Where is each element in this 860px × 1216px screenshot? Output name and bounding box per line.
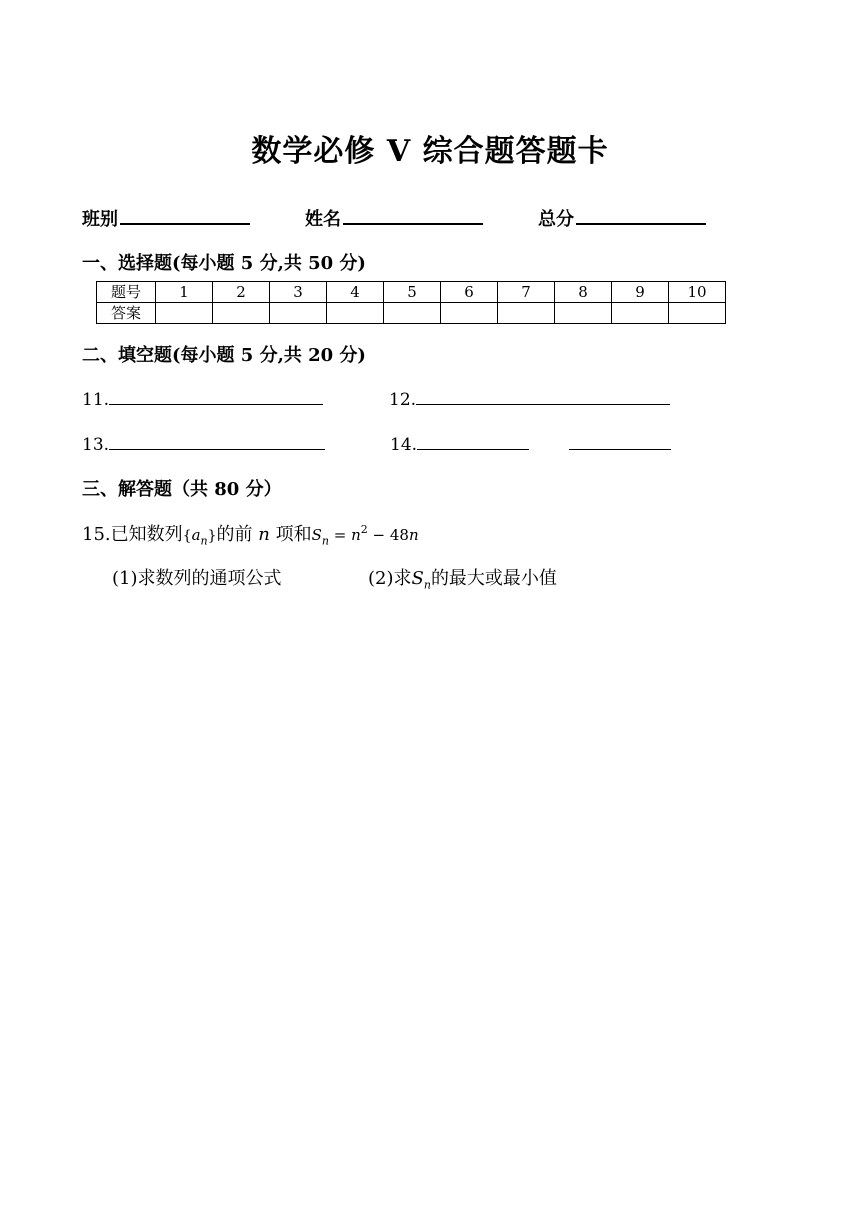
class-input-line[interactable] [120, 203, 250, 225]
answer-cell-9[interactable] [612, 303, 669, 324]
answer-cell-8[interactable] [555, 303, 612, 324]
question-number: 4 [327, 282, 384, 303]
question-number: 1 [156, 282, 213, 303]
section3-heading: 三、解答题（共 80 分） [82, 479, 282, 500]
q15-n3: n [408, 526, 419, 544]
class-field [82, 203, 250, 231]
q15-text: 的前 [216, 524, 253, 545]
score-input-line[interactable] [576, 203, 706, 225]
q15-text: 项和 [275, 524, 312, 545]
name-label: 姓名 [305, 209, 341, 230]
answer-cell-10[interactable] [669, 303, 726, 324]
name-input-line[interactable] [343, 203, 483, 225]
question-number: 9 [612, 282, 669, 303]
q15-brace-open: { [182, 528, 192, 544]
page-title: 数学必修 V 综合题答题卡 [251, 134, 609, 169]
blank-14-line-b[interactable] [569, 431, 671, 450]
answer-cell-2[interactable] [213, 303, 270, 324]
q15-part2 [368, 564, 557, 592]
class-label: 班别 [82, 209, 118, 230]
q15-text: 15.已知数列 [82, 524, 183, 545]
q15-part2-S: S [411, 568, 424, 589]
blank-13-line[interactable] [109, 431, 325, 450]
answer-cell-3[interactable] [270, 303, 327, 324]
blank-13 [82, 431, 325, 455]
score-field [538, 203, 706, 231]
blank-label: 12. [389, 390, 417, 410]
q15-sup: 2 [360, 523, 368, 536]
answer-table [96, 281, 726, 324]
blank-label: 14. [390, 435, 418, 455]
q15-minus: − 48 [367, 526, 409, 544]
answer-cell-7[interactable] [498, 303, 555, 324]
question-15 [82, 520, 419, 548]
answer-cell-6[interactable] [441, 303, 498, 324]
answer-cell-1[interactable] [156, 303, 213, 324]
question-number: 6 [441, 282, 498, 303]
answer-row-header: 答案 [97, 303, 156, 324]
question-number: 7 [498, 282, 555, 303]
question-number: 8 [555, 282, 612, 303]
blank-11 [82, 386, 323, 410]
question-number: 5 [384, 282, 441, 303]
answer-row [97, 303, 726, 324]
question-number: 2 [213, 282, 270, 303]
q15-S: S [311, 526, 322, 544]
number-row [97, 282, 726, 303]
blank-12 [389, 386, 670, 410]
answer-cell-4[interactable] [327, 303, 384, 324]
blank-11-line[interactable] [109, 386, 323, 405]
q15-seq-var: a [191, 526, 201, 544]
q15-seq-sub: n [200, 534, 208, 548]
section1-heading: 一、选择题(每小题 5 分,共 50 分) [82, 253, 366, 274]
q15-part2-sub: n [423, 578, 431, 592]
q15-n: n [258, 524, 270, 545]
question-number: 10 [669, 282, 726, 303]
q15-part1: (1)求数列的通项公式 [112, 568, 282, 589]
q15-part2-prefix: (2)求 [368, 568, 412, 589]
blank-14-line-a[interactable] [417, 431, 529, 450]
blank-14 [390, 431, 671, 455]
section2-heading: 二、填空题(每小题 5 分,共 20 分) [82, 345, 366, 366]
q15-S-sub: n [321, 534, 329, 548]
q15-eq: = [328, 526, 352, 544]
number-row-header: 题号 [97, 282, 156, 303]
blank-12-line[interactable] [416, 386, 670, 405]
blank-label: 13. [82, 435, 110, 455]
q15-part2-suffix: 的最大或最小值 [430, 568, 557, 589]
blank-label: 11. [82, 390, 110, 410]
answer-cell-5[interactable] [384, 303, 441, 324]
q15-n2: n [351, 526, 361, 544]
name-field [305, 203, 483, 231]
question-number: 3 [270, 282, 327, 303]
score-label: 总分 [538, 209, 574, 230]
q15-brace-close: } [207, 528, 217, 544]
